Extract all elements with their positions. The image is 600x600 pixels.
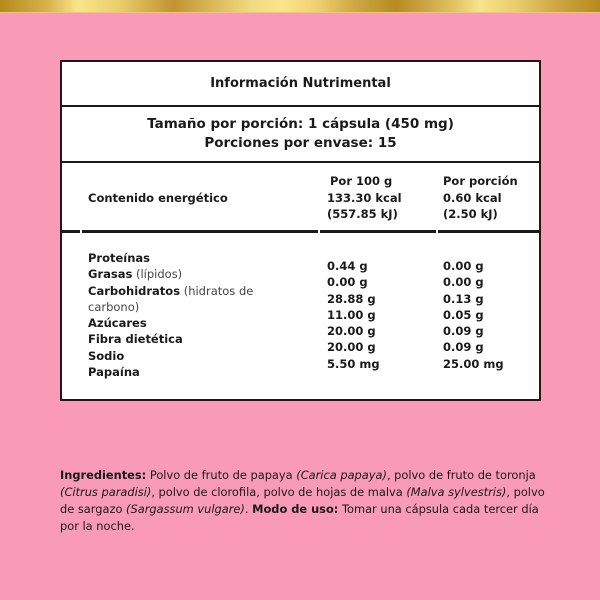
nutrient-label-papaina: Papaína: [88, 365, 140, 380]
serving-size: Tamaño por porción: 1 cápsula (450 mg): [147, 116, 454, 132]
serving-info: [62, 107, 539, 163]
energy-kcal-per-100g: 133.30 kcal: [327, 190, 402, 205]
nutrient-label-carbohidratos: Carbohidratos (hidratos de: [88, 283, 254, 298]
energy-kj-per-100g: (557.85 kJ): [327, 207, 398, 221]
value-per-100g: 0.00 g: [327, 275, 368, 290]
divider-segment: [438, 230, 539, 233]
energy-per-serving: [443, 173, 518, 223]
column-header-per-100g: Por 100 g: [330, 174, 393, 188]
column-header-per-serving: Por porción: [443, 174, 518, 188]
ingredients-label: Ingredientes:: [60, 468, 147, 482]
value-per-100g: 20.00 g: [327, 324, 376, 339]
value-per-serving: 0.09 g: [443, 340, 484, 355]
servings-per-container: Porciones por envase: 15: [204, 135, 397, 151]
value-per-serving: 0.00 g: [443, 259, 484, 273]
value-per-serving: 25.00 mg: [443, 356, 504, 371]
value-per-serving: 0.13 g: [443, 291, 484, 306]
nutrient-labels: [88, 250, 253, 380]
value-per-serving: 0.00 g: [443, 275, 484, 290]
divider-segment: [320, 230, 436, 233]
nutrient-label-grasas: Grasas (lípidos): [88, 267, 183, 282]
value-per-100g: 28.88 g: [327, 291, 376, 306]
nutrient-label-azucares: Azúcares: [88, 316, 147, 331]
nutrient-label-carbohidratos-cont: carbono): [88, 299, 140, 314]
value-per-serving: 0.05 g: [443, 307, 484, 322]
nutrient-values-per-100g: [327, 258, 380, 372]
value-per-serving: 0.09 g: [443, 324, 484, 339]
energy-per-100g: [327, 173, 402, 223]
usage-label: Modo de uso:: [252, 502, 339, 516]
nutrient-label-sodio: Sodio: [88, 348, 125, 363]
value-per-100g: 0.44 g: [327, 259, 368, 273]
energy-label: Contenido energético: [88, 191, 228, 205]
value-per-100g: 11.00 g: [327, 307, 376, 322]
panel-title: Información Nutrimental: [62, 62, 539, 107]
energy-row: [62, 163, 539, 233]
divider-segment: [82, 230, 318, 233]
ingredients-text: Ingredientes: Polvo de fruto de papaya (Carica papaya), polvo de fruto de toronja (Citrus paradisi), polvo de clorofila, polvo de hojas de malva (Malva sylvestris), polvo de sargazo (Sargassum vulgare). Modo de uso: Tomar una cápsula cada tercer día por la noche.: [60, 468, 545, 533]
usage-text: Tomar una cápsula cada tercer día por la noche.: [60, 502, 539, 533]
value-per-100g: 20.00 g: [327, 340, 376, 355]
nutrient-label-proteinas: Proteínas: [88, 251, 151, 265]
divider-segment: [62, 230, 80, 233]
gold-decorative-band: [0, 0, 600, 13]
nutrient-values-per-serving: [443, 258, 504, 372]
nutrient-label-fibra: Fibra dietética: [88, 332, 183, 347]
nutrition-facts-panel: [60, 60, 541, 401]
value-per-100g: 5.50 mg: [327, 356, 380, 371]
energy-kcal-per-serving: 0.60 kcal: [443, 190, 502, 205]
energy-kj-per-serving: (2.50 kJ): [443, 207, 498, 221]
